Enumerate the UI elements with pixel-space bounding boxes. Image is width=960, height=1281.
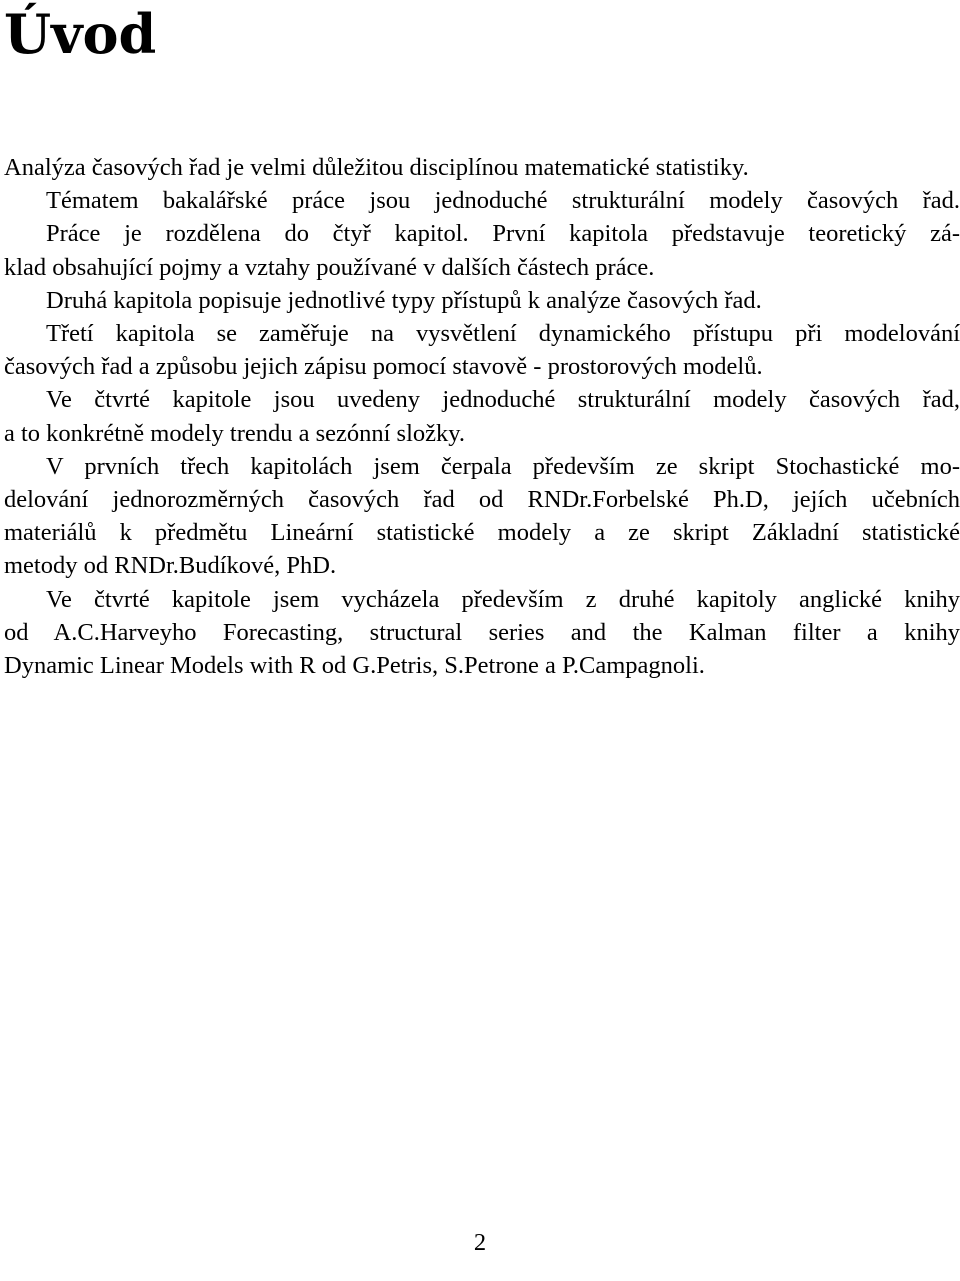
text-line: metody od RNDr.Budíkové, PhD. — [4, 552, 337, 580]
text-line: klad obsahující pojmy a vztahy používané v dalších částech práce. — [4, 253, 655, 281]
text-line: delování jednorozměrných časových řad od RNDr.Forbelské Ph.D, jejích učebních — [4, 486, 960, 514]
text-line: Ve čtvrté kapitole jsem vycházela především z druhé kapitoly anglické knihy — [46, 585, 960, 613]
text-line: Druhá kapitola popisuje jednotlivé typy přístupů k analýze časových řad. — [46, 286, 762, 314]
text-line: Dynamic Linear Models with R od G.Petris, S.Petrone a P.Campagnoli. — [4, 652, 705, 680]
text-line: Ve čtvrté kapitole jsou uvedeny jednoduché strukturální modely časových řad, — [46, 386, 960, 414]
text-line: časových řad a způsobu jejich zápisu pomocí stavově - prostorových modelů. — [4, 353, 763, 381]
page-number: 2 — [473, 1229, 487, 1256]
text-line: Práce je rozdělena do čtyř kapitol. První kapitola představuje teoretický zá- — [46, 220, 960, 248]
text-line: Analýza časových řad je velmi důležitou disciplínou matematické statistiky. — [4, 154, 749, 181]
text-line: Třetí kapitola se zaměřuje na vysvětlení dynamického přístupu při modelování — [46, 320, 960, 348]
text-line: V prvních třech kapitolách jsem čerpala především ze skript Stochastické mo- — [46, 452, 960, 480]
text-line: materiálů k předmětu Lineární statistické modely a ze skript Základní statistické — [4, 519, 960, 547]
text-line: a to konkrétně modely trendu a sezónní složky. — [4, 419, 466, 447]
intro-paragraphs — [4, 151, 960, 682]
text-line: od A.C.Harveyho Forecasting, structural series and the Kalman filter a knihy — [4, 618, 960, 646]
chapter-title: Úvod — [4, 2, 157, 66]
text-line: Tématem bakalářské práce jsou jednoduché strukturální modely časových řad. — [46, 187, 960, 215]
